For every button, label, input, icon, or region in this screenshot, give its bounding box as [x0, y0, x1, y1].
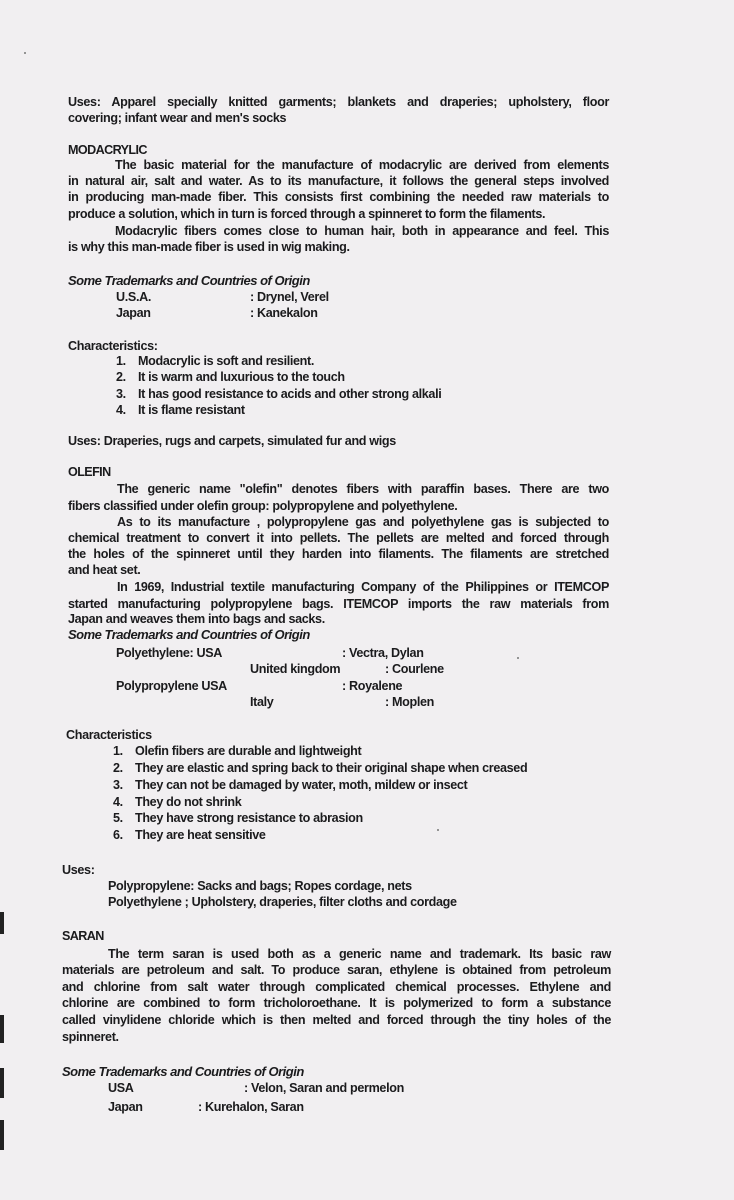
list-number: 5. — [113, 811, 123, 825]
trademark-country: Japan — [108, 1100, 143, 1114]
paragraph-line: The term saran is used both as a generic name and trademark. Its basic raw — [108, 947, 611, 961]
section-heading-olefin: OLEFIN — [68, 465, 111, 479]
list-item: They are elastic and spring back to their original shape when creased — [135, 761, 528, 775]
acrylic-uses-line: covering; infant wear and men's socks — [68, 111, 287, 125]
paragraph-line: chlorine are combined to form tricholoroethane. It is polymerized to form a substance — [62, 996, 611, 1010]
characteristics-heading: Characteristics: — [68, 339, 158, 353]
paragraph-line: is why this man-made fiber is used in wig making. — [68, 240, 350, 254]
uses-heading: Uses: — [62, 863, 95, 877]
paragraph-line: called vinylidene chloride which is then melted and forced through the tiny holes of the — [62, 1013, 611, 1027]
list-item: They are heat sensitive — [135, 828, 266, 842]
acrylic-uses-line: Uses: Apparel specially knitted garments; blankets and draperies; upholstery, floor — [68, 95, 609, 109]
paragraph-line: The basic material for the manufacture of modacrylic are derived from elements — [115, 158, 609, 172]
trademark-country: Japan — [116, 306, 151, 320]
trademark-label: Italy — [250, 695, 274, 709]
trademarks-heading: Some Trademarks and Countries of Origin — [62, 1064, 304, 1079]
uses-line: Uses: Draperies, rugs and carpets, simulated fur and wigs — [68, 434, 396, 448]
list-number: 1. — [113, 744, 123, 758]
scan-edge-mark — [0, 1068, 4, 1098]
scan-speck — [24, 52, 26, 54]
trademark-names: : Royalene — [342, 679, 403, 693]
paragraph-line: materials are petroleum and salt. To produce saran, ethylene is obtained from petroleum — [62, 963, 611, 977]
paragraph-line: spinneret. — [62, 1030, 119, 1044]
paragraph-line: chemical treatment to convert it into pellets. The pellets are melted and forced through — [68, 531, 609, 545]
list-item: It has good resistance to acids and other strong alkali — [138, 387, 442, 401]
scan-edge-mark — [0, 912, 4, 934]
list-item: They can not be damaged by water, moth, mildew or insect — [135, 778, 468, 792]
paragraph-line: started manufacturing polypropylene bags. ITEMCOP imports the raw materials from — [68, 597, 609, 611]
list-number: 4. — [113, 795, 123, 809]
trademark-names: : Vectra, Dylan — [342, 646, 424, 660]
scan-edge-mark — [0, 1015, 4, 1043]
list-number: 1. — [116, 354, 126, 368]
uses-line: Polyethylene ; Upholstery, draperies, filter cloths and cordage — [108, 895, 457, 909]
characteristics-heading: Characteristics — [66, 728, 152, 742]
scan-speck — [437, 829, 439, 831]
trademark-names: : Kanekalon — [250, 306, 318, 320]
trademark-label: Polypropylene USA — [116, 679, 227, 693]
trademark-names: : Courlene — [385, 662, 444, 676]
trademarks-heading: Some Trademarks and Countries of Origin — [68, 273, 310, 288]
section-heading-saran: SARAN — [62, 929, 104, 943]
paragraph-line: The generic name "olefin" denotes fibers with paraffin bases. There are two — [117, 482, 609, 496]
trademark-country: USA — [108, 1081, 134, 1095]
list-number: 6. — [113, 828, 123, 842]
trademark-names: : Drynel, Verel — [250, 290, 329, 304]
trademark-label: Polyethylene: USA — [116, 646, 223, 660]
paragraph-line: and heat set. — [68, 563, 141, 577]
paragraph-line: in natural air, salt and water. As to its manufacture, it follows the general steps involved — [68, 174, 609, 188]
list-item: Modacrylic is soft and resilient. — [138, 354, 315, 368]
list-number: 3. — [116, 387, 126, 401]
list-number: 2. — [113, 761, 123, 775]
paragraph-line: Modacrylic fibers comes close to human hair, both in appearance and feel. This — [115, 224, 609, 238]
paragraph-line: fibers classified under olefin group: polypropylene and polyethylene. — [68, 499, 458, 513]
trademark-label: United kingdom — [250, 662, 341, 676]
scan-edge-mark — [0, 1120, 4, 1150]
paragraph-line: In 1969, Industrial textile manufacturing Company of the Philippines or ITEMCOP — [117, 580, 609, 594]
list-number: 4. — [116, 403, 126, 417]
paragraph-line: produce a solution, which in turn is forced through a spinneret to form the filaments. — [68, 207, 546, 221]
paragraph-line: the holes of the spinneret until they harden into filaments. The filaments are stretched — [68, 547, 609, 561]
list-item: They do not shrink — [135, 795, 242, 809]
trademark-names: : Moplen — [385, 695, 434, 709]
list-item: They have strong resistance to abrasion — [135, 811, 363, 825]
trademark-names: : Velon, Saran and permelon — [244, 1081, 404, 1095]
paragraph-line: Japan and weaves them into bags and sacks. — [68, 612, 325, 626]
list-item: Olefin fibers are durable and lightweight — [135, 744, 362, 758]
list-item: It is warm and luxurious to the touch — [138, 370, 345, 384]
trademark-names: : Kurehalon, Saran — [198, 1100, 304, 1114]
list-number: 2. — [116, 370, 126, 384]
paragraph-line: and chlorine from salt water through complicated chemical processes. Ethylene and — [62, 980, 611, 994]
uses-line: Polypropylene: Sacks and bags; Ropes cordage, nets — [108, 879, 412, 893]
trademarks-heading: Some Trademarks and Countries of Origin — [68, 627, 310, 642]
scan-speck — [517, 657, 519, 659]
paragraph-line: in producing man-made fiber. This consists first combining the needed raw materials to — [68, 190, 609, 204]
list-item: It is flame resistant — [138, 403, 245, 417]
trademark-country: U.S.A. — [116, 290, 151, 304]
section-heading-modacrylic: MODACRYLIC — [68, 143, 147, 157]
list-number: 3. — [113, 778, 123, 792]
paragraph-line: As to its manufacture , polypropylene gas and polyethylene gas is subjected to — [117, 515, 609, 529]
